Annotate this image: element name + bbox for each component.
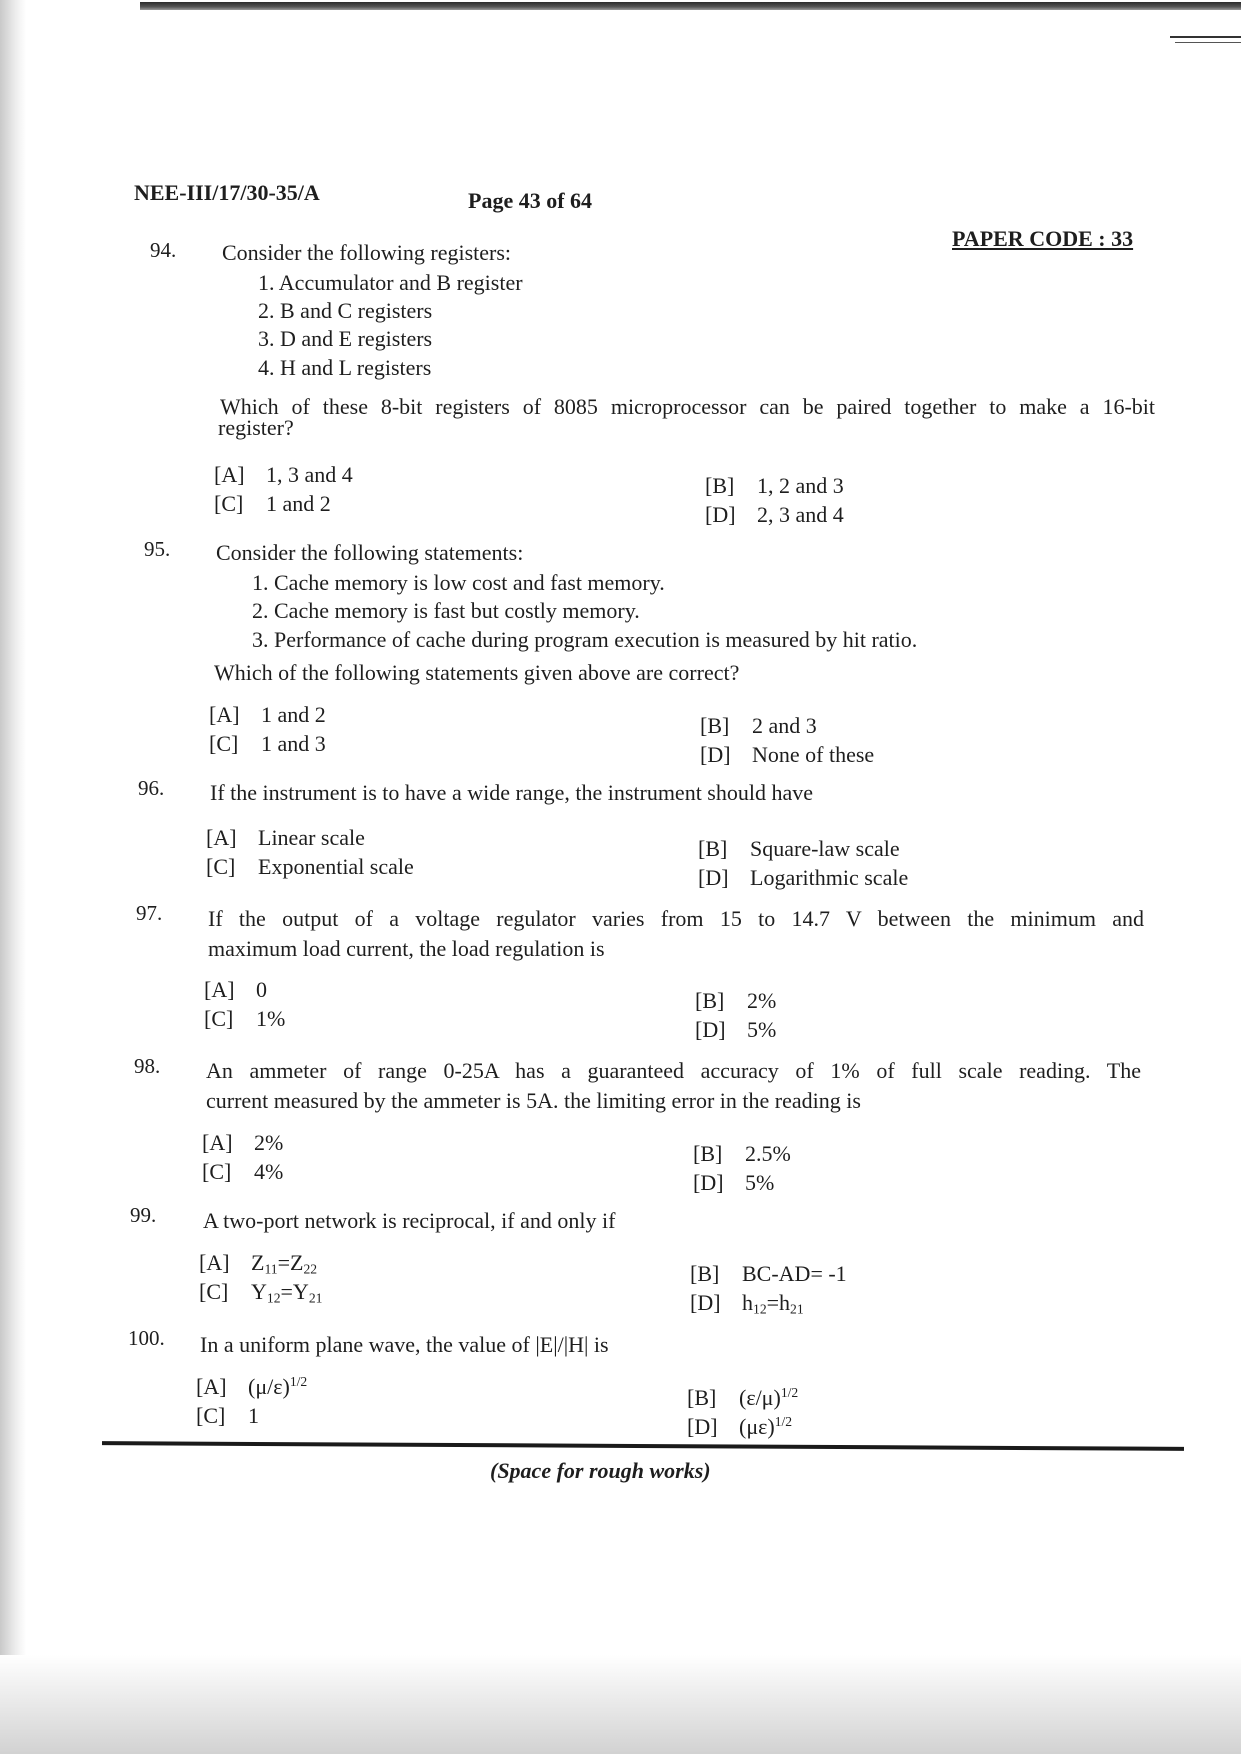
option-text: None of these	[752, 742, 875, 767]
exam-code: NEE-III/17/30-35/A	[134, 180, 320, 205]
option-label: [B]	[693, 1141, 723, 1166]
question-text: register?	[218, 415, 294, 440]
question-stem: In a uniform plane wave, the value of |E|/|H| is	[200, 1332, 609, 1357]
option-text: 2.5%	[745, 1141, 791, 1166]
option-c[interactable]	[204, 1006, 285, 1032]
option-a[interactable]	[202, 1130, 283, 1156]
option-text: 1	[248, 1403, 259, 1428]
option-label: [D]	[693, 1170, 724, 1195]
question-text: current measured by the ammeter is 5A. the limiting error in the reading is	[206, 1088, 861, 1113]
option-c[interactable]	[206, 854, 414, 880]
option-label: [A]	[202, 1130, 233, 1155]
option-label: [D]	[695, 1017, 726, 1042]
option-label: [C]	[214, 491, 244, 516]
question-number: 100.	[128, 1326, 165, 1350]
option-label: [C]	[206, 854, 236, 879]
option-text: Linear scale	[258, 825, 365, 850]
option-d[interactable]	[700, 742, 874, 768]
list-item: 1. Cache memory is low cost and fast memory.	[252, 570, 665, 595]
option-text: 2 and 3	[752, 713, 817, 738]
option-text: $Y_{12}=Y_{21}$	[251, 1279, 323, 1306]
top-border-rule-short	[1170, 36, 1241, 38]
option-label: [B]	[687, 1385, 717, 1411]
option-a[interactable]	[209, 702, 326, 728]
question-stem: Consider the following registers:	[222, 240, 512, 265]
option-c[interactable]	[209, 731, 326, 757]
option-c[interactable]	[196, 1403, 259, 1429]
option-b[interactable]	[687, 1385, 798, 1411]
option-text: 0	[256, 977, 267, 1002]
option-text: $(\mu/\varepsilon)^{1/2}$	[248, 1374, 308, 1400]
list-item: 4. H and L registers	[258, 355, 432, 380]
option-text: 1 and 3	[261, 731, 326, 756]
option-c[interactable]	[214, 491, 331, 517]
option-text: $(\mu\varepsilon)^{1/2}$	[739, 1414, 793, 1440]
question-number: 94.	[150, 238, 177, 262]
option-a[interactable]	[199, 1250, 317, 1277]
option-b[interactable]	[698, 836, 900, 862]
option-label: [C]	[199, 1279, 229, 1304]
question-text: maximum load current, the load regulation is	[208, 936, 605, 961]
question-stem: A two-port network is reciprocal, if and only if	[203, 1208, 616, 1233]
option-text: 2%	[254, 1130, 284, 1155]
option-text: 4%	[254, 1159, 284, 1184]
option-label: [D]	[705, 502, 736, 527]
option-text: 2, 3 and 4	[757, 502, 844, 527]
option-text: 5%	[747, 1017, 777, 1042]
option-label: [D]	[690, 1290, 721, 1315]
question-stem: Consider the following statements:	[216, 540, 524, 565]
option-label: [A]	[209, 702, 240, 727]
question-number: 97.	[136, 901, 163, 925]
option-label: [C]	[204, 1006, 234, 1031]
option-text: 1%	[256, 1006, 286, 1031]
option-b[interactable]	[705, 473, 844, 499]
option-label: [A]	[196, 1374, 227, 1400]
footer-divider	[102, 1441, 1184, 1451]
option-label: [B]	[690, 1261, 720, 1286]
question-number: 96.	[138, 776, 165, 800]
option-text: $Z_{11}=Z_{22}$	[251, 1250, 318, 1277]
list-item: 2. Cache memory is fast but costly memory.	[252, 598, 640, 623]
page-number: Page 43 of 64	[468, 188, 593, 213]
question-text: If the output of a voltage regulator varies from 15 to 14.7 V between the minimum and	[208, 906, 1144, 931]
option-c[interactable]	[202, 1159, 283, 1185]
list-item: 3. D and E registers	[258, 326, 433, 351]
option-label: [C]	[202, 1159, 232, 1184]
option-d[interactable]	[695, 1017, 776, 1043]
option-a[interactable]	[204, 977, 267, 1003]
option-text: 1, 3 and 4	[266, 462, 353, 487]
question-number: 95.	[144, 537, 171, 561]
option-label: [D]	[698, 865, 729, 890]
option-text: 1, 2 and 3	[757, 473, 844, 498]
option-label: [B]	[695, 988, 725, 1013]
option-text: 2%	[747, 988, 777, 1013]
question-stem: If the instrument is to have a wide range, the instrument should have	[210, 780, 814, 805]
question-text: Which of the following statements given above are correct?	[214, 660, 740, 685]
option-text: BC-AD= -1	[742, 1261, 847, 1286]
option-a[interactable]	[214, 462, 353, 488]
question-number: 98.	[134, 1054, 161, 1078]
option-text: Square-law scale	[750, 836, 900, 861]
option-d[interactable]	[690, 1290, 804, 1317]
list-item: 1. Accumulator and B register	[258, 270, 523, 295]
option-label: [B]	[700, 713, 730, 738]
option-b[interactable]	[693, 1141, 791, 1167]
option-a[interactable]	[196, 1374, 307, 1400]
list-item: 2. B and C registers	[258, 298, 433, 323]
option-d[interactable]	[705, 502, 844, 528]
option-text: 1 and 2	[261, 702, 326, 727]
option-label: [D]	[687, 1414, 718, 1440]
option-b[interactable]	[695, 988, 776, 1014]
scan-shadow-left	[0, 0, 26, 1754]
option-d[interactable]	[693, 1170, 774, 1196]
option-text: $(\varepsilon/\mu)^{1/2}$	[739, 1385, 799, 1411]
option-label: [C]	[209, 731, 239, 756]
option-text: 5%	[745, 1170, 775, 1195]
option-label: [A]	[206, 825, 237, 850]
option-a[interactable]	[206, 825, 365, 851]
option-c[interactable]	[199, 1279, 322, 1306]
option-text: 1 and 2	[266, 491, 331, 516]
option-text: $h_{12}=h_{21}$	[742, 1290, 804, 1317]
scan-shadow-bottom	[0, 1655, 1241, 1754]
top-border-rule	[140, 2, 1241, 10]
option-text: Logarithmic scale	[750, 865, 909, 890]
top-border-rule-thin	[1175, 42, 1241, 43]
option-label: [B]	[698, 836, 728, 861]
question-number: 99.	[130, 1203, 157, 1227]
option-b[interactable]	[690, 1261, 847, 1287]
option-label: [D]	[700, 742, 731, 767]
option-d[interactable]	[698, 865, 908, 891]
option-label: [A]	[214, 462, 245, 487]
option-text: Exponential scale	[258, 854, 414, 879]
option-label: [B]	[705, 473, 735, 498]
option-d[interactable]	[687, 1414, 792, 1440]
rough-work-note: (Space for rough works)	[490, 1458, 711, 1483]
question-text: An ammeter of range 0-25A has a guaranteed accuracy of 1% of full scale reading. The	[206, 1058, 1141, 1083]
list-item: 3. Performance of cache during program execution is measured by hit ratio.	[252, 627, 918, 652]
option-label: [A]	[199, 1250, 230, 1275]
question-text: Which of these 8-bit registers of 8085 microprocessor can be paired together to make a 16-bit	[220, 394, 1155, 419]
option-label: [C]	[196, 1403, 226, 1428]
paper-code: PAPER CODE : 33	[952, 226, 1134, 251]
option-b[interactable]	[700, 713, 817, 739]
option-label: [A]	[204, 977, 235, 1002]
